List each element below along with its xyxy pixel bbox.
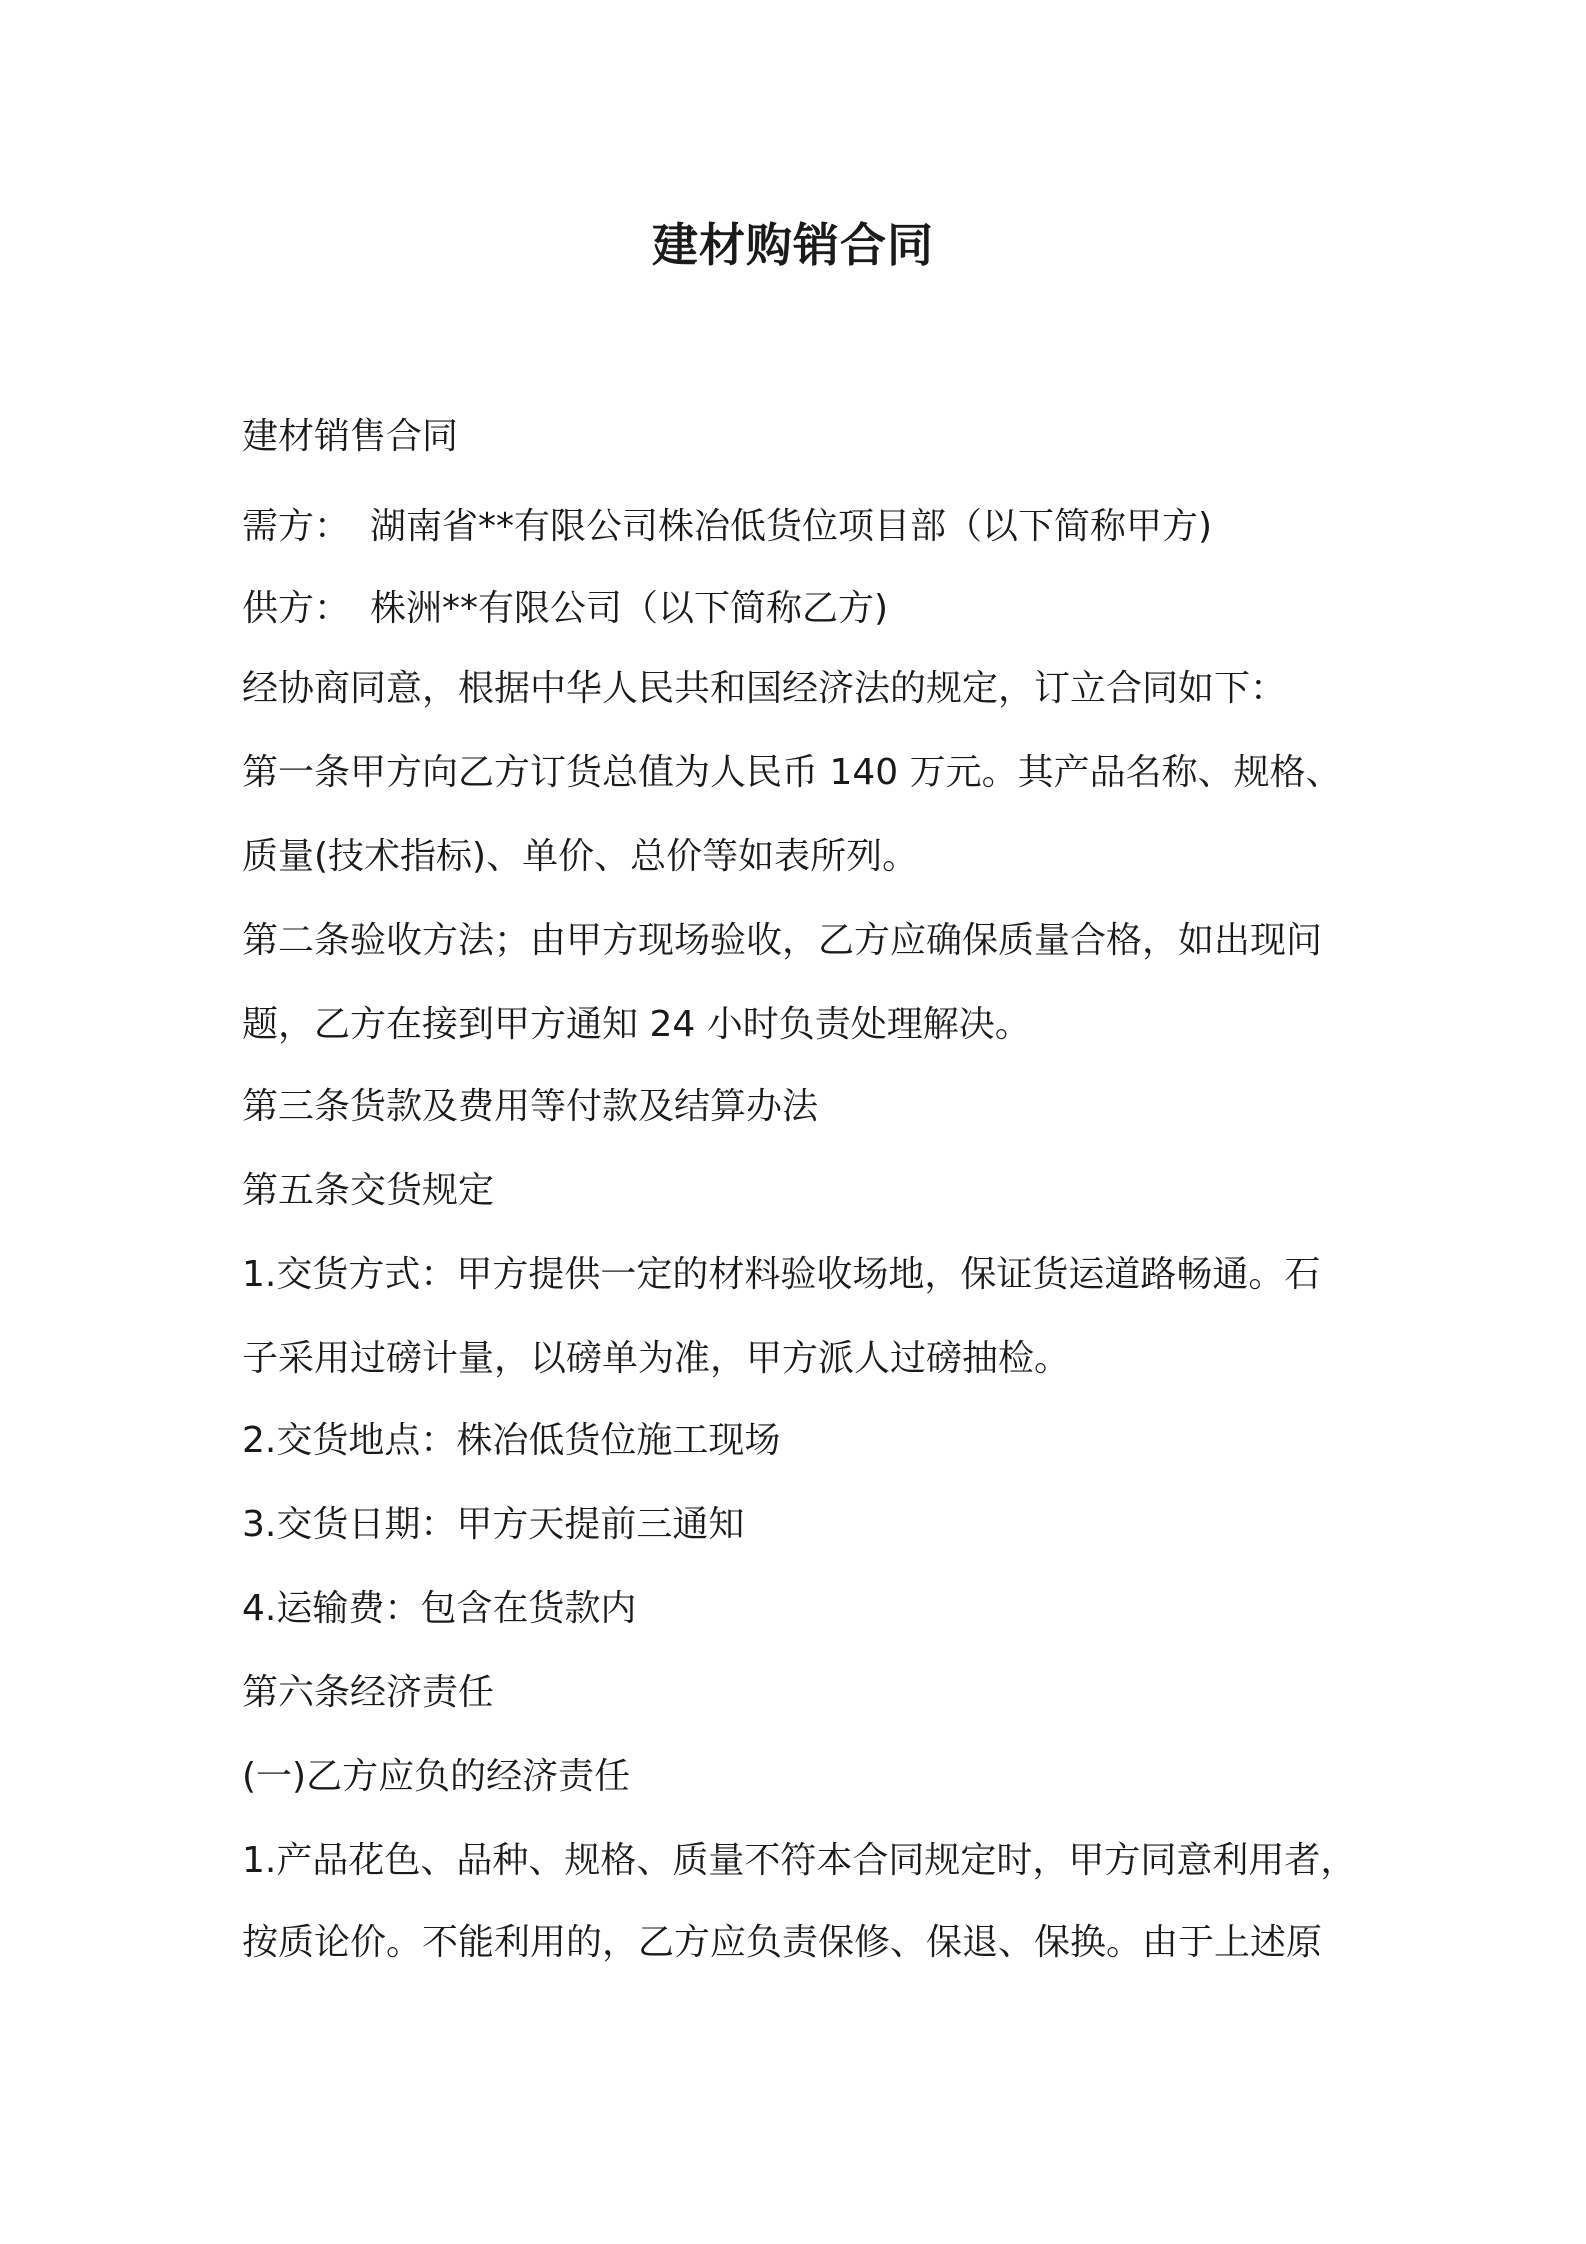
body-line: 第一条甲方向乙方订货总值为人民币 140 万元。其产品名称、规格、 (242, 752, 1342, 793)
body-line: (一)乙方应负的经济责任 (242, 1756, 631, 1797)
seller-line (242, 584, 1362, 634)
body-line: 1.产品花色、品种、规格、质量不符本合同规定时，甲方同意利用者， (242, 1840, 1357, 1881)
seller-value: 株洲**有限公司（以下简称乙方) (370, 588, 889, 629)
body-line: 子采用过磅计量，以磅单为准，甲方派人过磅抽检。 (242, 1338, 1071, 1379)
body-line: 第六条经济责任 (242, 1672, 495, 1713)
seller-label: 供方： (242, 588, 351, 629)
body-line: 4.运输费：包含在货款内 (242, 1588, 637, 1629)
body-line: 第三条货款及费用等付款及结算办法 (242, 1086, 819, 1127)
body-line: 按质论价。不能利用的，乙方应负责保修、保退、保换。由于上述原 (242, 1922, 1323, 1963)
body-line: 2.交货地点：株冶低货位施工现场 (242, 1420, 781, 1461)
body-line: 题，乙方在接到甲方通知 24 小时负责处理解决。 (242, 1004, 1031, 1045)
body-line: 3.交货日期：甲方天提前三通知 (242, 1504, 745, 1545)
body-line: 1.交货方式：甲方提供一定的材料验收场地，保证货运道路畅通。石 (242, 1254, 1321, 1295)
buyer-line (242, 502, 1362, 552)
document-title: 建材购销合同 (652, 218, 934, 272)
buyer-value: 湖南省**有限公司株冶低货位项目部（以下简称甲方) (370, 506, 1213, 547)
document-subtitle: 建材销售合同 (242, 416, 459, 457)
body-line: 第二条验收方法；由甲方现场验收，乙方应确保质量合格，如出现问 (242, 920, 1323, 961)
body-line: 经协商同意，根据中华人民共和国经济法的规定，订立合同如下： (242, 668, 1287, 709)
buyer-label: 需方： (242, 506, 351, 547)
body-line: 第五条交货规定 (242, 1170, 495, 1211)
body-line: 质量(技术指标)、单价、总价等如表所列。 (242, 836, 919, 877)
